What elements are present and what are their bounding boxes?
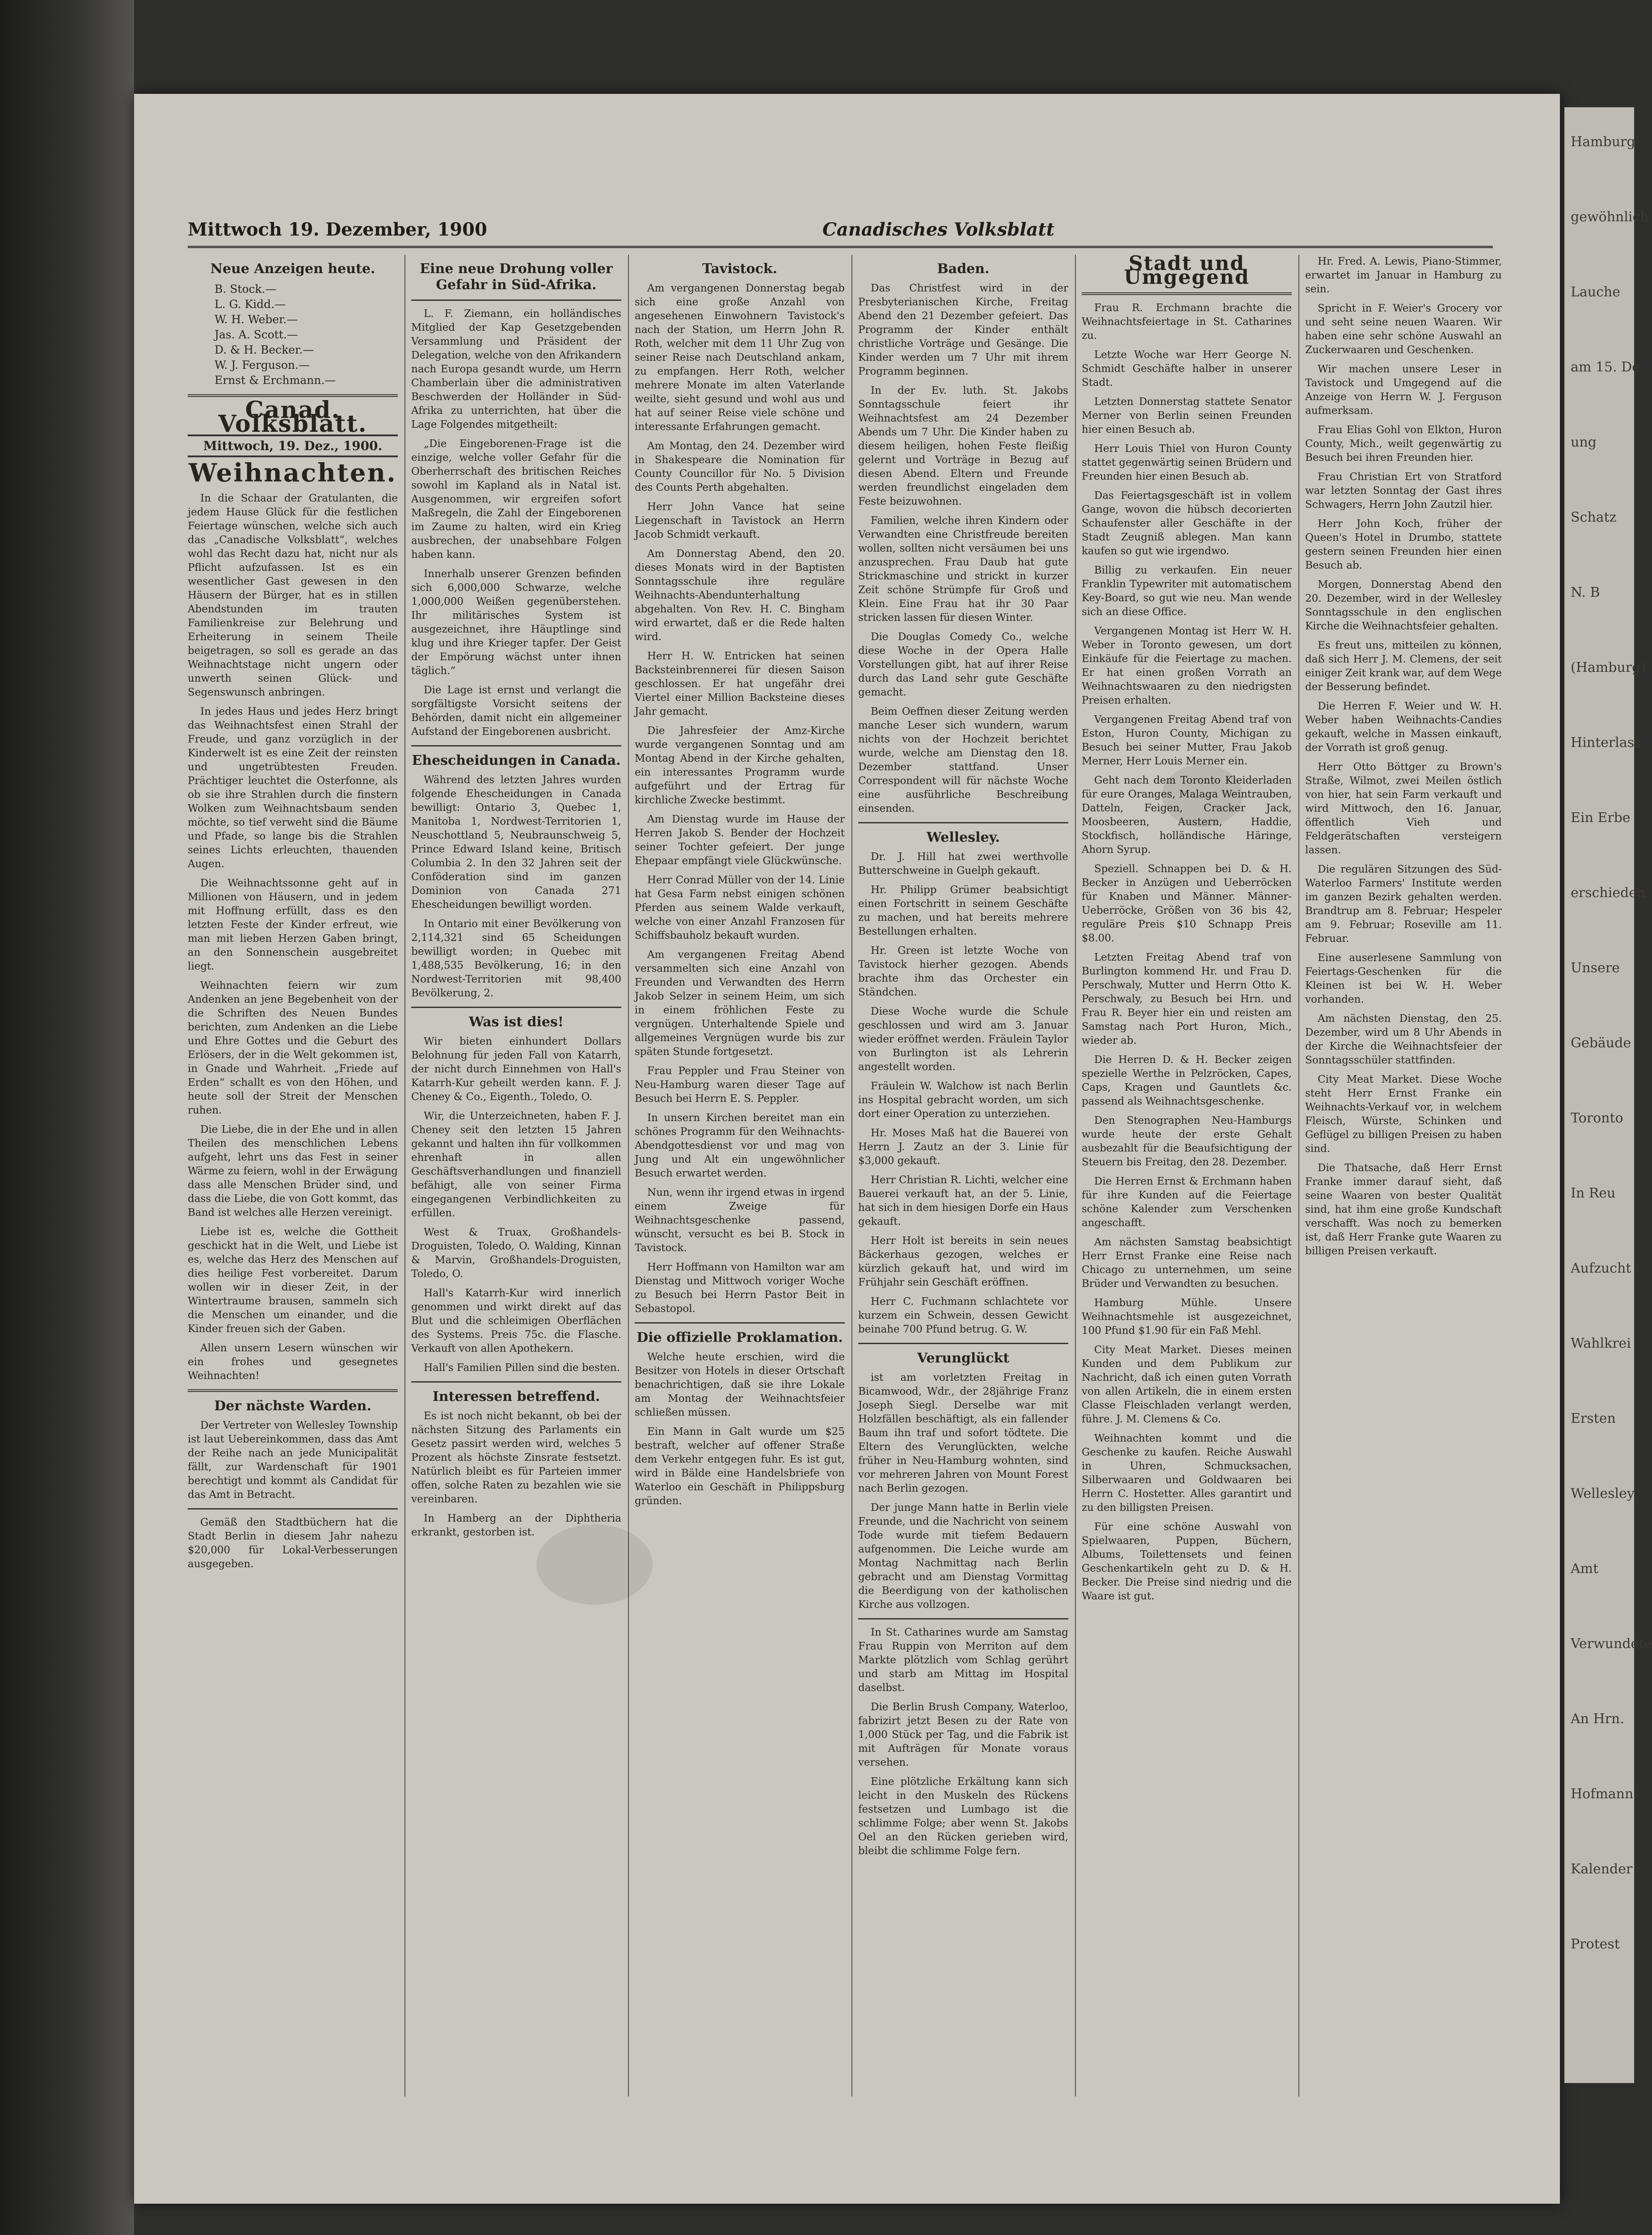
paragraph: Hr. Fred. A. Lewis, Piano-Stimmer, erwartet im Januar in Hamburg zu sein. — [1305, 256, 1502, 295]
paragraph: Während des letzten Jahres wurden folgende Ehescheidungen in Canada bewilligt: Ontario 3, Quebec 1, Manitoba 1, Nordwest-Territorien 1, Neuschottland 5, Neubraunschweig 5, Prince Edward Island keine, Britisch Columbia 2. In den 32 Jahren seit der Conföderation sind im ganzen Dominion von Canada 271 Ehescheidungen bewilligt worden. — [411, 774, 621, 911]
adjacent-page-fragment: Verwundete — [1571, 1636, 1652, 1652]
adjacent-page-fragment: In Reu — [1571, 1185, 1616, 1201]
paragraph: Herr John Koch, früher der Queen's Hotel in Drumbo, stattete gestern seinen Freunden hier einen Besuch ab. — [1305, 518, 1502, 571]
dateline: Mittwoch, 19. Dez., 1900. — [188, 434, 398, 457]
page-masthead — [188, 215, 1493, 248]
paragraph: Herr C. Fuchmann schlachtete vor kurzem ein Schwein, dessen Gewicht beinahe 700 Pfund betrug. G. W. — [858, 1296, 1068, 1335]
adjacent-page-fragment: Amt — [1571, 1561, 1599, 1577]
paper-stain — [536, 1524, 653, 1605]
adjacent-page-fragment: N. B — [1571, 585, 1600, 600]
divider — [411, 299, 621, 301]
column-rule — [851, 255, 852, 2096]
paragraph: Billig zu verkaufen. Ein neuer Franklin Typewriter mit automatischem Key-Board, so gut wie neu. Man wende sich an diese Office. — [1082, 565, 1292, 618]
paragraph: In die Schaar der Gratulanten, die jedem Hause Glück für die festlichen Feiertage wünschen, welche sich auch das „Canadische Volksblatt“, welches wohl das Recht dazu hat, nicht nur als Pflicht aufzufassen. Ist es ein wesentlicher Gast gewesen in den Häusern der Bürger, hat es in stillen Abendstunden im trauten Familienkreise zur Belehrung und Erheiterung in seinem Theile beigetragen, so soll es gerade an das Weihnachtstage nicht ungern oder unwerth seinen Glück- und Segenswunsch anbringen. — [188, 493, 398, 698]
paragraph: Herr Christian R. Lichti, welcher eine Bauerei verkauft hat, an der 5. Linie, hat sich in dem hiesigen Dorfe ein Haus gekauft. — [858, 1174, 1068, 1227]
article-text-warden: Der Vertreter von Wellesley Township ist laut Uebereinkommen, dass das Amt der Reihe nach an jede Municipalität fällt, zur Wardenschaft für 1901 berechtigt und kommt als Candidat für das Amt in Betracht. — [188, 1420, 398, 1501]
adjacent-page-fragment: Hamburg — [1571, 134, 1635, 150]
ad-list-item: L. G. Kidd.— — [215, 298, 286, 311]
paragraph: Die Liebe, die in der Ehe und in allen Theilen des menschlichen Lebens aufgeht, lehrt uns das Fest in seiner Wärme zu feiern, wohl in der Erwägung dass alle Menschen Brüder sind, und dass die Liebe, die von Gott kommt, das Band ist welches alle Herzen vereinigt. — [188, 1124, 398, 1219]
paragraph: Die Jahresfeier der Amz-Kirche wurde vergangenen Sonntag und am Montag Abend in der Kirche gehalten, ein interessantes Programm wurde aufgeführt und der Ertrag für kirchliche Zwecke bestimmt. — [635, 725, 845, 806]
paragraph: Die Lage ist ernst und verlangt die sorgfältigste Vorsicht seitens der Behörden, damit nicht ein allgemeiner Aufstand der Eingeborenen ausbricht. — [411, 684, 621, 738]
column-rule — [628, 255, 629, 2096]
paragraph: Herr Holt ist bereits in sein neues Bäckerhaus gezogen, welches er kürzlich gekauft hat, und wird im Frühjahr sein Geschäft eröffnen. — [858, 1235, 1068, 1288]
column-1 — [188, 255, 398, 2105]
paragraph: Das Feiertagsgeschäft ist in vollem Gange, wovon die hübsch decorierten Schaufenster aller Geschäfte in der Stadt Zeugniß ablegen. Man kann kaufen so gut wie irgendwo. — [1082, 490, 1292, 557]
paragraph: Familien, welche ihren Kindern oder Verwandten eine Christfreude bereiten wollen, sollten nicht versäumen bei uns anzusprechen. Frau Daub hat gute Strickmaschine und strickt in kurzer Zeit schöne Strümpfe für Groß und Klein. Eine Frau hat ihr 30 Paar stricken lassen für diesen Winter. — [858, 515, 1068, 624]
paragraph: Die regulären Sitzungen des Süd-Waterloo Farmers' Institute werden im ganzen Bezirk gehalten werden. Brandtrup am 8. Februar; Hespeler am 9. Februar; Roseville am 11. Februar. — [1305, 864, 1502, 945]
paragraph: Für eine schöne Auswahl von Spielwaaren, Puppen, Büchern, Albums, Toilettensets und feinen Geschenkartikeln geht zu D. & H. Becker. Die Preise sind niedrig und die Waare ist gut. — [1082, 1521, 1292, 1602]
local-news-body — [1305, 255, 1502, 1258]
paragraph: City Meat Market. Dieses meinen Kunden und dem Publikum zur Nachricht, daß ich einen guten Vorrath von allen Artikeln, die in einem ersten Classe Fleischladen verlangt werden, führe. J. M. Clemens & Co. — [1082, 1344, 1292, 1425]
adjacent-page-fragment: Hinterlass — [1571, 735, 1641, 751]
paragraph: Letzte Woche war Herr George N. Schmidt Geschäfte halber in unserer Stadt. — [1082, 349, 1292, 388]
paragraph: Am Montag, den 24. Dezember wird in Shakespeare die Nomination für County Councillor für No. 5 Division des Counts Perth abgehalten. — [635, 440, 845, 493]
paragraph: Herr Louis Thiel von Huron County stattet gegenwärtig seinen Brüdern und Freunden hier einen Besuch ab. — [1082, 443, 1292, 482]
paragraph: Die Weihnachtssonne geht auf in Millionen von Häusern, und in jedem mit Hoffnung erfüllt, dass es den letzten Feste der Kinder erfreut, wie man mit lieben Herzen Gaben bringt, an den Sonnenschein ausgebreitet liegt. — [188, 877, 398, 972]
article-body — [858, 1626, 1068, 1858]
paragraph: West & Truax, Großhandels-Droguisten, Toledo, O. Walding, Kinnan & Marvin, Großhandels-Droguisten, Toledo, O. — [411, 1227, 621, 1280]
paragraph: Vergangenen Montag ist Herr W. H. Weber in Toronto gewesen, um dort Einkäufe für die Feiertage zu machen. Er hat einen großen Vorrath an Weihnachtswaaren zu den niedrigsten Preisen erhalten. — [1082, 625, 1292, 706]
paragraph: Herr Hoffmann von Hamilton war am Dienstag und Mittwoch voriger Woche zu Besuch bei Herrn Pastor Beit in Sebastopol. — [635, 1261, 845, 1315]
paragraph: Geht nach dem Toronto Kleiderladen für eure Oranges, Malaga Weintrauben, Datteln, Feigen, Cracker Jack, Moosbeeren, Austern, Haddie, Stockfisch, holländische Häringe, Ahorn Syrup. — [1082, 775, 1292, 856]
paragraph: In unsern Kirchen bereitet man ein schönes Programm für den Weihnachts-Abendgottesdienst vor und mag von Jung und Alt ein ungewöhnlicher Besuch erwartet werden. — [635, 1112, 845, 1179]
column-rule — [1298, 255, 1299, 2096]
paragraph: Am Donnerstag Abend, den 20. dieses Monats wird in der Baptisten Sonntagsschule ihre reguläre Weihnachts-Abendunterhaltung abgehalten. Von Rev. H. C. Bingham wird erwartet, daß er die Rede halten wird. — [635, 548, 845, 643]
paragraph: Der junge Mann hatte in Berlin viele Freunde, und die Nachricht von seinem Tode wurde mit tiefem Bedauern aufgenommen. Die Leiche wurde am Montag Nachmittag nach Berlin gebracht und am Dienstag Vormittag die Beerdigung von der katholischen Kirche aus vollzogen. — [858, 1502, 1068, 1611]
paragraph: Fräulein W. Walchow ist nach Berlin ins Hospital gebracht worden, um sich dort einer Operation zu unterziehen. — [858, 1080, 1068, 1120]
book-spine-shadow — [0, 0, 134, 2235]
article-title-wellesley: Wellesley. — [926, 830, 1000, 845]
adjacent-page-fragment: Wellesley — [1571, 1486, 1635, 1501]
paragraph: Die Douglas Comedy Co., welche diese Woche in der Opera Halle Vorstellungen gibt, hat auf ihrer Reise durch das Land sehr gute Geschäfte gemacht. — [858, 631, 1068, 698]
article-body — [858, 1371, 1068, 1612]
paragraph: Welche heute erschien, wird die Besitzer von Hotels in dieser Ortschaft benachrichtigen, daß sie ihre Lokale am Montag der Weihnachtsfeier schließen müssen. — [635, 1351, 845, 1418]
article-body — [188, 492, 398, 1383]
adjacent-page-fragment: Schatz — [1571, 510, 1617, 525]
paragraph: Am vergangenen Donnerstag begab sich eine große Anzahl von angesehenen Einwohnern Tavistock's nach der Station, um Herrn John R. Roth, welcher mit dem 11 Uhr Zug von seiner Reise nach Deutschland ankam, zu empfangen. Herr Roth, welcher mehrere Monate im alten Vaterlande weilte, sieht gesund und wohl aus und hat auf seiner Reise viele schöne und interessante Erfahrungen gemacht. — [635, 283, 845, 433]
paragraph: Eine plötzliche Erkältung kann sich leicht in den Muskeln des Rückens festsetzen und Lumbago ist die schlimme Folge; aber wenn St. Jakobs Oel an den Rücken gerieben wird, bleibt die schlimme Folge fern. — [858, 1776, 1068, 1857]
paragraph: Dr. J. Hill hat zwei werthvolle Butterschweine in Guelph gekauft. — [858, 851, 1068, 877]
article-title-weihnachten: Weihnachten. — [189, 458, 397, 488]
paragraph: Frau Elias Gohl von Elkton, Huron County, Mich., weilt gegenwärtig zu Besuch bei ihren Freunden hier. — [1305, 424, 1502, 464]
divider — [411, 1007, 621, 1008]
masthead-date: Mittwoch 19. Dezember, 1900 — [188, 219, 487, 240]
paragraph: Hall's Familien Pillen sind die besten. — [424, 1362, 620, 1374]
paragraph: Es freut uns, mitteilen zu können, daß sich Herr J. M. Clemens, der seit einiger Zeit krank war, auf dem Wege der Besserung befindet. — [1305, 640, 1502, 693]
paragraph: In Hamberg an der Diphtheria erkrankt, gestorben ist. — [411, 1513, 621, 1538]
article-title-ehescheidungen: Ehescheidungen in Canada. — [412, 753, 621, 768]
paragraph: Frau R. Erchmann brachte die Weihnachtsfeiertage in St. Catharines zu. — [1082, 302, 1292, 342]
ad-list-item: W. H. Weber.— — [215, 313, 298, 326]
article-title-was-ist-dies: Was ist dies! — [469, 1014, 564, 1030]
adjacent-page-fragment: Kalender — [1571, 1861, 1633, 1877]
column-5 — [1082, 252, 1292, 2105]
article-body — [411, 307, 621, 739]
paragraph: Hr. Philipp Grümer beabsichtigt einen Fortschritt in seinem Geschäfte zu machen, und hat bereits mehrere Bestellungen erhalten. — [858, 884, 1068, 937]
article-body — [411, 773, 621, 1000]
adjacent-page-fragment: erschieden — [1571, 885, 1646, 901]
paragraph: Nun, wenn ihr irgend etwas in irgend einem Zweige für Weihnachtsgeschenke passend, wünscht, versucht es bei B. Stock in Tavistock. — [635, 1187, 845, 1254]
paragraph: Speziell. Schnappen bei D. & H. Becker in Anzügen und Ueberröcken für Knaben und Männer. Männer-Ueberröcke, Größen von 36 bis 42, reguläre Preis $10 Schnapp Preis $8.00. — [1082, 863, 1292, 944]
paragraph: Am nächsten Dienstag, den 25. Dezember, wird um 8 Uhr Abends in der Kirche die Weihnachtsfeier der Sonntagsschüler stattfinden. — [1305, 1013, 1502, 1066]
ad-list-item: Jas. A. Scott.— — [215, 328, 298, 341]
column-6 — [1305, 255, 1502, 2105]
paragraph: Die Herren F. Weier und W. H. Weber haben Weihnachts-Candies gekauft, welche in Massen einkauft, der Vorrath ist groß genug. — [1305, 700, 1502, 754]
new-ads-list — [188, 282, 398, 388]
adjacent-page-fragment: Gebäude — [1571, 1035, 1631, 1051]
paragraph: Frau Peppler und Frau Steiner von Neu-Hamburg waren dieser Tage auf Besuch bei Herrn E. S. Peppler. — [635, 1065, 845, 1105]
paragraph: Frau Christian Ert von Stratford war letzten Sonntag der Gast ihres Schwagers, Herrn John Zautzil hier. — [1305, 471, 1502, 510]
paragraph: Diese Woche wurde die Schule geschlossen und wird am 3. Januar wieder eröffnet werden. Fräulein Taylor von Burlington ist als Lehrerin angestellt worden. — [858, 1006, 1068, 1073]
article-title-warden: Der nächste Warden. — [214, 1398, 371, 1414]
paragraph: Hamburg Mühle. Unsere Weihnachtsmehle ist ausgezeichnet, 100 Pfund $1.90 für ein Faß Mehl. — [1082, 1297, 1292, 1337]
newspaper-page — [134, 94, 1560, 2204]
paragraph: Am vergangenen Freitag Abend versammelten sich eine Anzahl von Freunden und Verwandten des Herrn Jakob Selzer in seinem Heim, um sich in einem fröhlichen Feste zu vergnügen. Unterhaltende Spiele und allgemeines Vergnügen wurde bis zur späten Stunde fortgesetzt. — [635, 949, 845, 1058]
divider — [858, 1343, 1068, 1344]
divider — [635, 1322, 845, 1324]
divider — [411, 745, 621, 746]
paragraph: Wir machen unsere Leser in Tavistock und Umgegend auf die Anzeige von Herrn W. J. Ferguson aufmerksam. — [1305, 363, 1502, 417]
paragraph: Ein Mann in Galt wurde um $25 bestraft, welcher auf offener Straße dem Verkehr entgegen fuhr. Es ist gut, wird in Bälde eine Handelsbriefe von Waterloo ein Geschäft in Philippsburg gründen. — [635, 1426, 845, 1507]
article-title-stadt: Stadt und Umgegend — [1124, 252, 1250, 289]
paragraph: Morgen, Donnerstag Abend den 20. Dezember, wird in der Wellesley Sonntagsschule in den englischen Kirche die Weihnachtsfeier gehalten. — [1305, 579, 1502, 632]
paragraph: Spricht in F. Weier's Grocery vor und seht seine neuen Waaren. Wir haben eine sehr schöne Auswahl an Zuckerwaaren und Geschenken. — [1305, 303, 1502, 356]
paragraph: Die Berlin Brush Company, Waterloo, fabrizirt jetzt Besen zu der Rate von 1,000 Stück per Tag, und die Fabrik ist mit Aufträgen für Monate voraus versehen. — [858, 1701, 1068, 1768]
paragraph: Letzten Freitag Abend traf von Burlington kommend Hr. und Frau D. Perschwaly, Mutter und Herrn Otto K. Perschwaly, zu Besuch bei Hrn. und Frau R. Beyer hier ein und reisten am Samstag nach Port Huron, Mich., wieder ab. — [1082, 952, 1292, 1046]
paragraph: Die Thatsache, daß Herr Ernst Franke immer darauf sieht, daß seine Waaren von bester Qualität sind, hat ihm eine große Kundschaft verschafft. Was noch zu bemerken ist, daß Herr Franke gute Waaren zu billigen Preisen verkauft. — [1305, 1162, 1502, 1257]
article-body — [858, 282, 1068, 816]
ad-list-item: D. & H. Becker.— — [215, 343, 314, 356]
adjacent-page-fragment: Hofmann — [1571, 1786, 1634, 1802]
column-4 — [858, 255, 1068, 2105]
paragraph: L. F. Ziemann, ein holländisches Mitglied der Kap Gesetzgebenden Versammlung und Präsident der Delegation, welche von den Afrikandern nach Europa gesandt wurde, um Herrn Chamberlain über die administrativen Beschwerden der Holländer in Süd-Afrika zu unterrichten, hat über die Lage Folgendes mitgetheilt: — [411, 308, 621, 430]
paragraph: Am nächsten Samstag beabsichtigt Herr Ernst Franke eine Reise nach Chicago zu unternehmen, um seine Brüder und Verwandten zu besuchen. — [1082, 1236, 1292, 1290]
article-body — [411, 1035, 621, 1375]
paragraph: Weihnachten kommt und die Geschenke zu kaufen. Reiche Auswahl in Uhren, Schmucksachen, Silberwaaren und Goldwaaren bei Herrn C. Hostetter. Alles garantirt und zu den billigsten Preisen. — [1082, 1433, 1292, 1514]
nameplate: Canad. Volksblatt. — [218, 396, 367, 438]
paragraph: Die Herren Ernst & Erchmann haben für ihre Kunden auf die Feiertage schöne Kalender zum Verschenken angeschafft. — [1082, 1176, 1292, 1229]
adjacent-page-fragment: am 15. De — [1571, 359, 1640, 375]
paper-stain — [1162, 764, 1243, 827]
column-2 — [411, 255, 621, 2105]
adjacent-page-fragment: ung — [1571, 434, 1597, 450]
article-body — [635, 282, 845, 1316]
new-ads-heading: Neue Anzeigen heute. — [210, 261, 375, 277]
paragraph: Liebe ist es, welche die Gottheit geschickt hat in die Welt, und Liebe ist es, welche das Herz des Menschen auf dies heilige Fest vorbereitet. Darum wollen wir in dieser Zeit, in der Wintertraume brausen, sammeln sich die Menschen um einander, und die Kinder freuen sich der Gaben. — [188, 1226, 398, 1335]
paragraph: Hr. Green ist letzte Woche von Tavistock hierher gezogen. Abends brachte ihm das Orchester ein Ständchen. — [858, 945, 1068, 998]
paragraph: Herr Conrad Müller von der 14. Linie hat Gesa Farm nebst einigen schönen Pferden aus seinem Walde verkauft, welche von einer Anzahl Franzosen für Schiffsbauholz bekauft wurden. — [635, 874, 845, 941]
paragraph: Hall's Katarrh-Kur wird innerlich genommen und wirkt direkt auf das Blut und die schleimigen Oberflächen des Systems. Preis 75c. die Flasche. Verkauft von allen Apothekern. — [411, 1287, 621, 1354]
article-title-proklamation: Die offizielle Proklamation. — [636, 1330, 843, 1345]
paragraph: In St. Catharines wurde am Samstag Frau Ruppin von Merriton auf dem Markte plötzlich vom Schlag gerührt und starb am Mittag im Hospital daselbst. — [858, 1627, 1068, 1694]
adjacent-page-fragment: (Hamburg) — [1571, 660, 1646, 675]
article-body — [858, 850, 1068, 1337]
paragraph: Allen unsern Lesern wünschen wir ein frohes und gesegnetes Weihnachten! — [188, 1342, 398, 1382]
divider — [858, 822, 1068, 823]
column-3 — [635, 255, 845, 2105]
divider — [1082, 292, 1292, 295]
adjacent-page-fragment: Unsere — [1571, 960, 1620, 976]
divider — [188, 1508, 398, 1510]
article-body — [635, 1350, 845, 1508]
paragraph: Das Christfest wird in der Presbyterianischen Kirche, Freitag Abend den 21 Dezember gefeiert. Das Programm der Kinder enthält christliche Vorträge und Gesänge. Die Kinder werden um 7 Uhr mit ihrem Programm beginnen. — [858, 283, 1068, 377]
paragraph: In Ontario mit einer Bevölkerung von 2,114,321 sind 65 Scheidungen bewilligt worden; in Quebec mit 1,488,535 Bevölkerung, 16; in den Nordwest-Territorien mit 98,400 Bevölkerung, 2. — [411, 918, 621, 999]
divider — [188, 1389, 398, 1392]
adjacent-page-fragment: An Hrn. — [1571, 1711, 1624, 1727]
adjacent-page-fragment: gewöhnlich — [1571, 209, 1649, 225]
notice-text: Gemäß den Stadtbüchern hat die Stadt Berlin in diesem Jahr nahezu $20,000 für Lokal-Verbesserungen ausgegeben. — [188, 1517, 398, 1570]
article-title-interessen: Interessen betreffend. — [432, 1389, 600, 1404]
adjacent-page-edge — [1564, 107, 1652, 2083]
ad-list-item: Ernst & Erchmann.— — [215, 374, 336, 387]
adjacent-page-fragment: Protest — [1571, 1936, 1620, 1952]
paragraph: Am Dienstag wurde im Hause der Herren Jakob S. Bender der Hochzeit seiner Tochter gefeiert. Der junge Ehepaar empfängt viele Glückwünsche. — [635, 814, 845, 867]
paragraph: Beim Oeffnen dieser Zeitung werden manche Leser sich wundern, warum nichts von der Hochzeit berichtet wurde, welche am Dienstag den 18. Dezember stattfand. Unser Correspondent will für nächste Woche eine ausführliche Beschreibung einsenden. — [858, 706, 1068, 814]
paragraph: Den Stenographen Neu-Hamburgs wurde heute der erste Gehalt ausbezahlt für die Beaufsichtigung der Steuern bis Freitag, den 28. Dezember. — [1082, 1115, 1292, 1168]
article-body — [411, 1409, 621, 1539]
paragraph: Wir bieten einhundert Dollars Belohnung für jeden Fall von Katarrh, der nicht durch Einnehmen von Hall's Katarrh-Kur geheilt werden kann. F. J. Cheney & Co., Eigenth., Toledo, O. — [411, 1036, 621, 1103]
article-title-verunglueckt: Verunglückt — [917, 1350, 1010, 1366]
article-title-baden: Baden. — [937, 261, 990, 277]
paragraph: Herr John Vance hat seine Liegenschaft in Tavistock an Herrn Jacob Schmidt verkauft. — [635, 501, 845, 540]
article-title-tavistock: Tavistock. — [702, 261, 777, 277]
ad-list-item: W. J. Ferguson.— — [215, 358, 310, 371]
adjacent-page-fragment: Ersten — [1571, 1411, 1616, 1426]
adjacent-page-fragment: Aufzucht — [1571, 1261, 1631, 1276]
adjacent-page-fragment: Wahlkrei — [1571, 1336, 1631, 1351]
paragraph: Weihnachten feiern wir zum Andenken an jene Begebenheit von der die Schriften des Neuen Bundes berichten, zum Andenken an die Liebe und Ehre Gottes und die Geburt des Erlösers, der in die Welt gekommen ist, in Gnade und Wahrheit. „Friede auf Erden“ schallt es von den Höhen, und heute soll der Streit der Menschen ruhen. — [188, 980, 398, 1116]
paragraph: Es ist noch nicht bekannt, ob bei der nächsten Sitzung des Parlaments ein Gesetz passirt werden wird, welches 5 Prozent als höchste Zinsrate festsetzt. Natürlich bleibt es für Parteien immer offen, solche Raten zu bezahlen wie sie vereinbaren. — [411, 1410, 621, 1505]
paragraph: Herr H. W. Entricken hat seinen Backsteinbrennerei für diesen Saison geschlossen. Er hat ungefähr drei Viertel einer Million Backsteine dieses Jahr gemacht. — [635, 650, 845, 717]
paragraph: „Die Eingeborenen-Frage ist die einzige, welche voller Gefahr für die Oberherrschaft des britischen Reiches sowohl im Kapland als in Natal ist. Ausgenommen, wir ergreifen sofort Maßregeln, die Zahl der Eingeborenen im Zaume zu halten, wird ein Krieg ausbrechen, der unabsehbare Folgen haben kann. — [411, 438, 621, 561]
paragraph: Herr Otto Böttger zu Brown's Straße, Wilmot, zwei Meilen östlich von hier, hat sein Farm verkauft und wird Mittwoch, den 16. Januar, öffentlich Vieh und Feldgerätschaften versteigern lassen. — [1305, 761, 1502, 856]
column-rule — [1075, 255, 1076, 2096]
adjacent-page-fragment: Toronto — [1571, 1110, 1623, 1126]
paragraph: In jedes Haus und jedes Herz bringt das Weihnachtsfest einen Strahl der Freude, und ganz vorzüglich in der Kinderwelt ist es eine Zeit der reinsten und ungetrübtesten Freuden. Prächtiger leuchtet die Osterfonne, als ob sie ihre Strahlen durch die finstern Wolken zum Weihnachtsbaum senden möchte, so tief verweht sind die Bäume und Pfade, so lange bis die Strahlen seines Lichts erleuchten, thauenden Augen. — [188, 706, 398, 870]
paragraph: Innerhalb unserer Grenzen befinden sich 6,000,000 Schwarze, welche 1,000,000 Weißen gegenüberstehen. Ihr militärisches System ist ausgezeichnet, ihre Häuptlinge sind klug und ihre Krieger tapfer. Der Geist der Empörung wächst unter ihnen täglich.“ — [411, 568, 621, 677]
adjacent-page-fragment: Ein Erbe — [1571, 810, 1631, 826]
adjacent-page-fragment: Lauche — [1571, 284, 1621, 300]
paragraph: Die Herren D. & H. Becker zeigen spezielle Werthe in Pelzröcken, Capes, Caps, Kragen und Gauntlets &c. passend als Weihnachtsgeschenke. — [1082, 1054, 1292, 1107]
paragraph: In der Ev. luth. St. Jakobs Sonntagsschule feiert ihr Weihnachtsfest am 24 Dezember Abends um 7 Uhr. Die Kinder haben zu diesem heiligen, hohen Feste fleißig gelernt und Vorträge in Bezug auf diesen Abend. Eltern und Freunde werden freundlichst eingeladen dem Feste beizuwohnen. — [858, 385, 1068, 507]
article-title-sudafrika: Eine neue Drohung voller Gefahr in Süd-Afrika. — [420, 261, 613, 293]
ad-list-item: B. Stock.— — [215, 283, 277, 295]
paragraph: City Meat Market. Diese Woche steht Herr Ernst Franke ein Weihnachts-Verkauf vor, in welchem Fleisch, Würste, Schinken und Geflügel zu billigen Preisen zu haben sind. — [1305, 1074, 1502, 1155]
paragraph: Wir, die Unterzeichneten, haben F. J. Cheney seit den letzten 15 Jahren gekannt und halten ihn für vollkommen ehrenhaft in allen Geschäftsverhandlungen und finanziell befähigt, alle von seiner Firma eingegangenen Verbindlichkeiten zu erfüllen. — [411, 1110, 621, 1219]
masthead-paper-name: Canadisches Volksblatt — [822, 219, 1055, 240]
paragraph: Vergangenen Freitag Abend traf von Eston, Huron County, Michigan zu Besuch bei seiner Mutter, Frau Jakob Merner, Herr Louis Merner ein. — [1082, 714, 1292, 767]
paragraph: ist am vorletzten Freitag in Bicamwood, Wdr., der 28jährige Franz Joseph Siegl. Derselbe war mit Holzfällen beschäftigt, als ein fallender Baum ihn traf und sofort tödtete. Die Eltern des Verunglückten, welche früher in Neu-Hamburg wohnten, sind vor mehreren Jahren von Mount Forest nach Berlin gezogen. — [858, 1372, 1068, 1494]
paragraph: Letzten Donnerstag stattete Senator Merner von Berlin seinen Freunden hier einen Besuch ab. — [1082, 396, 1292, 435]
divider — [858, 1618, 1068, 1619]
local-news-body — [1082, 301, 1292, 1603]
paragraph: Hr. Moses Maß hat die Bauerei von Herrn J. Zautz an der 3. Linie für $3,000 gekauft. — [858, 1127, 1068, 1167]
paragraph: Eine auserlesene Sammlung von Feiertags-Geschenken für die Kleinen ist bei W. H. Weber vorhanden. — [1305, 952, 1502, 1005]
divider — [411, 1381, 621, 1383]
